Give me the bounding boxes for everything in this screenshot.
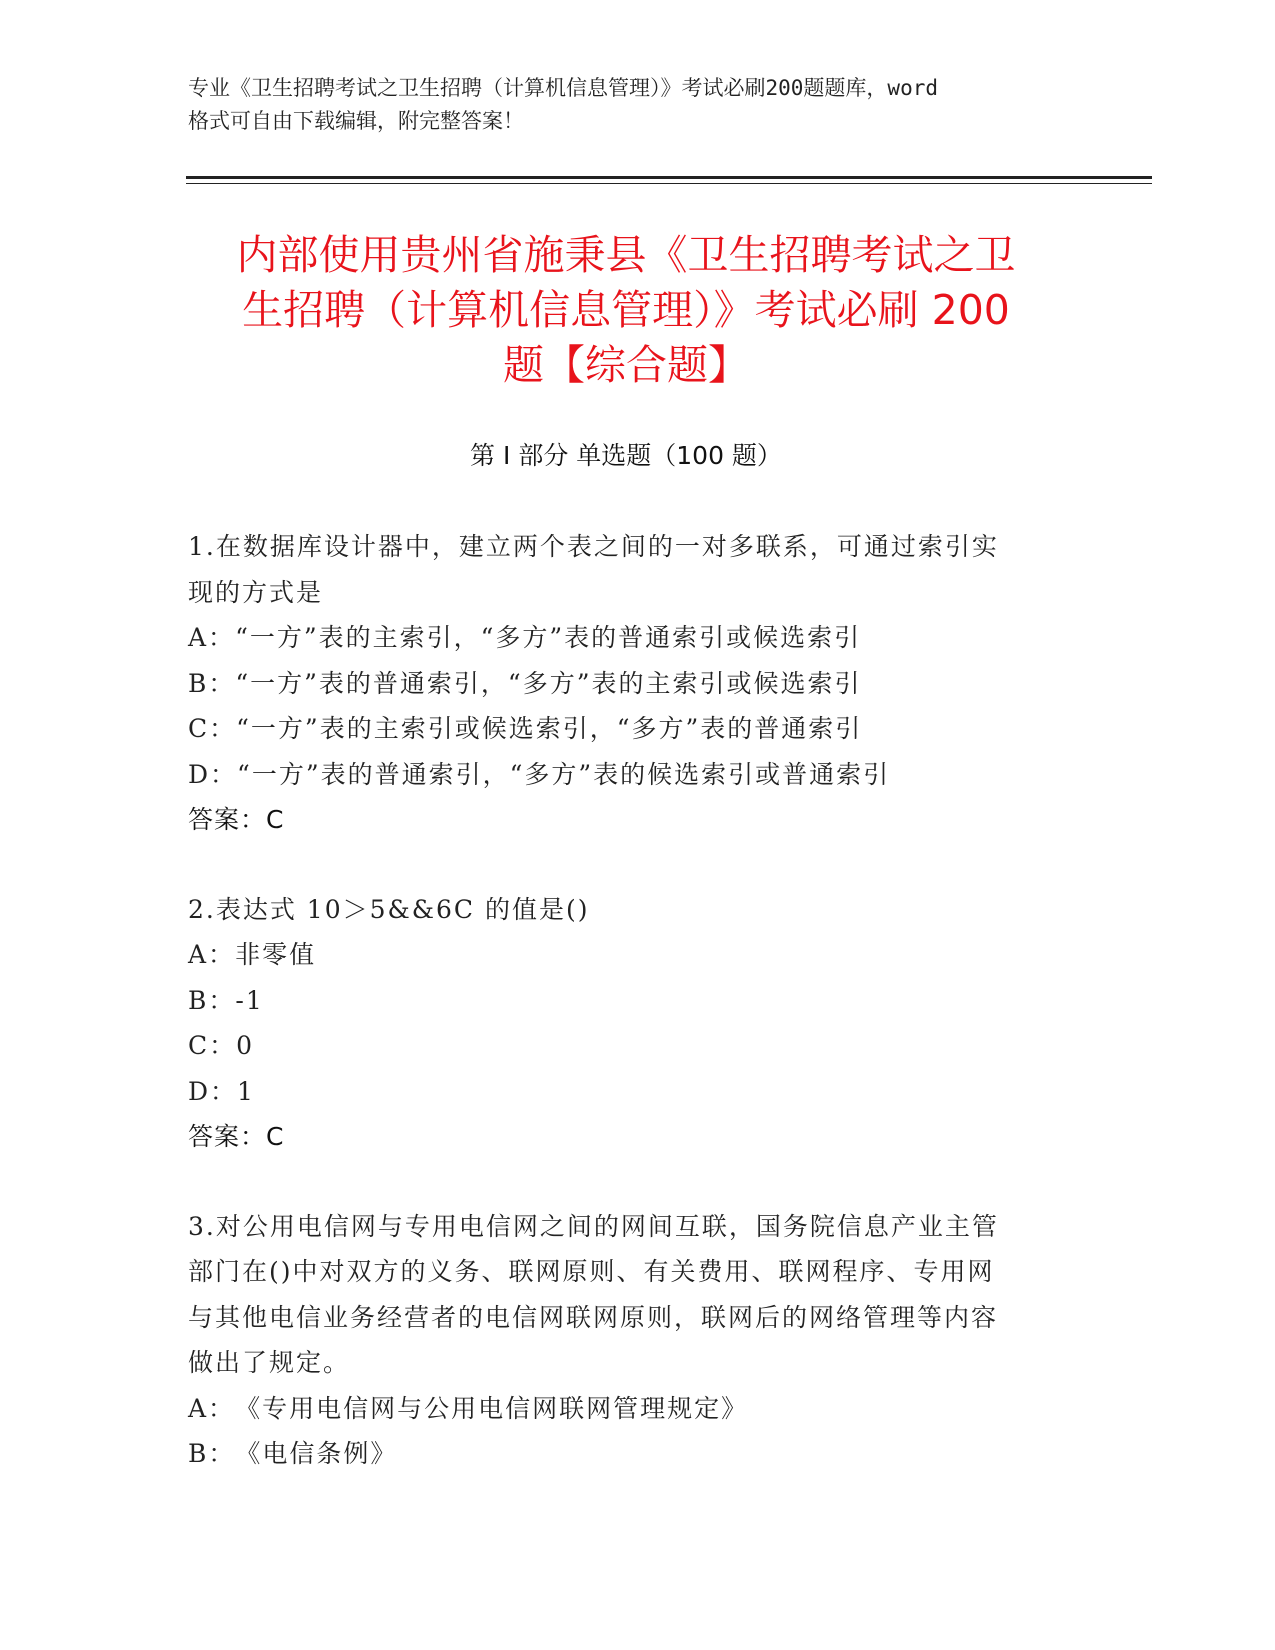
option-letter: A： <box>188 623 236 652</box>
header-divider-thin <box>186 183 1152 184</box>
option-text: “一方”表的主索引，“多方”表的普通索引或候选索引 <box>235 623 862 652</box>
option-text: 非零值 <box>235 940 317 969</box>
question-stem-line: 1.在数据库设计器中，建立两个表之间的一对多联系，可通过索引实 <box>188 532 999 561</box>
option-text: -1 <box>235 985 264 1015</box>
question-1 <box>188 524 1088 843</box>
option-text: 《专用电信网与公用电信网联网管理规定》 <box>235 1393 749 1423</box>
option-d <box>188 752 1088 798</box>
option-letter: D： <box>188 759 238 789</box>
answer-label: 答案：C <box>188 805 285 834</box>
header-note <box>188 72 1088 138</box>
header-note-line: 专业《卫生招聘考试之卫生招聘（计算机信息管理）》考试必刷200题题库，word <box>188 76 938 100</box>
option-d <box>188 1069 1088 1115</box>
option-text: “一方”表的普通索引，“多方”表的候选索引或普通索引 <box>237 759 891 789</box>
title-line: 题【综合题】 <box>503 341 749 389</box>
question-list <box>188 524 1088 1521</box>
option-b <box>188 1431 1088 1477</box>
option-a <box>188 1386 1088 1432</box>
option-letter: B： <box>188 668 236 698</box>
question-stem-line: 2.表达式 10＞5&&6C 的值是() <box>188 894 590 924</box>
option-letter: A： <box>188 940 236 969</box>
option-letter: C： <box>188 1031 237 1060</box>
question-stem-line: 与其他电信业务经营者的电信网联网原则，联网后的网络管理等内容 <box>188 1302 999 1332</box>
option-b <box>188 978 1088 1024</box>
option-text: 《电信条例》 <box>235 1439 398 1468</box>
option-letter: A： <box>188 1393 236 1423</box>
question-stem-line: 部门在()中对双方的义务、联网原则、有关费用、联网程序、专用网 <box>188 1257 995 1286</box>
question-3 <box>188 1204 1088 1477</box>
option-text: 0 <box>236 1031 255 1060</box>
option-a <box>188 932 1088 978</box>
option-letter: B： <box>188 1439 236 1468</box>
option-c <box>188 706 1088 752</box>
question-stem-line: 3.对公用电信网与专用电信网之间的网间互联，国务院信息产业主管 <box>188 1211 999 1241</box>
header-note-line: 格式可自由下载编辑，附完整答案！ <box>188 109 524 133</box>
option-text: “一方”表的主索引或候选索引，“多方”表的普通索引 <box>236 714 863 743</box>
answer-label: 答案：C <box>188 1122 285 1151</box>
section-title: 第 I 部分 单选题（100 题） <box>470 441 782 470</box>
question-stem-line: 做出了规定。 <box>188 1348 351 1377</box>
title-line: 生招聘（计算机信息管理）》考试必刷 200 <box>242 286 1010 334</box>
document-title <box>186 228 1066 393</box>
option-text: “一方”表的普通索引，“多方”表的主索引或候选索引 <box>235 668 862 698</box>
title-line: 内部使用贵州省施秉县《卫生招聘考试之卫 <box>236 231 1016 279</box>
option-b <box>188 661 1088 707</box>
option-text: 1 <box>237 1076 255 1106</box>
option-c <box>188 1023 1088 1069</box>
option-letter: D： <box>188 1076 238 1106</box>
question-2 <box>188 887 1088 1160</box>
option-a <box>188 615 1088 661</box>
header-divider-thick <box>186 176 1152 179</box>
option-letter: C： <box>188 714 237 743</box>
option-letter: B： <box>188 985 236 1015</box>
question-stem-line: 现的方式是 <box>188 577 324 607</box>
